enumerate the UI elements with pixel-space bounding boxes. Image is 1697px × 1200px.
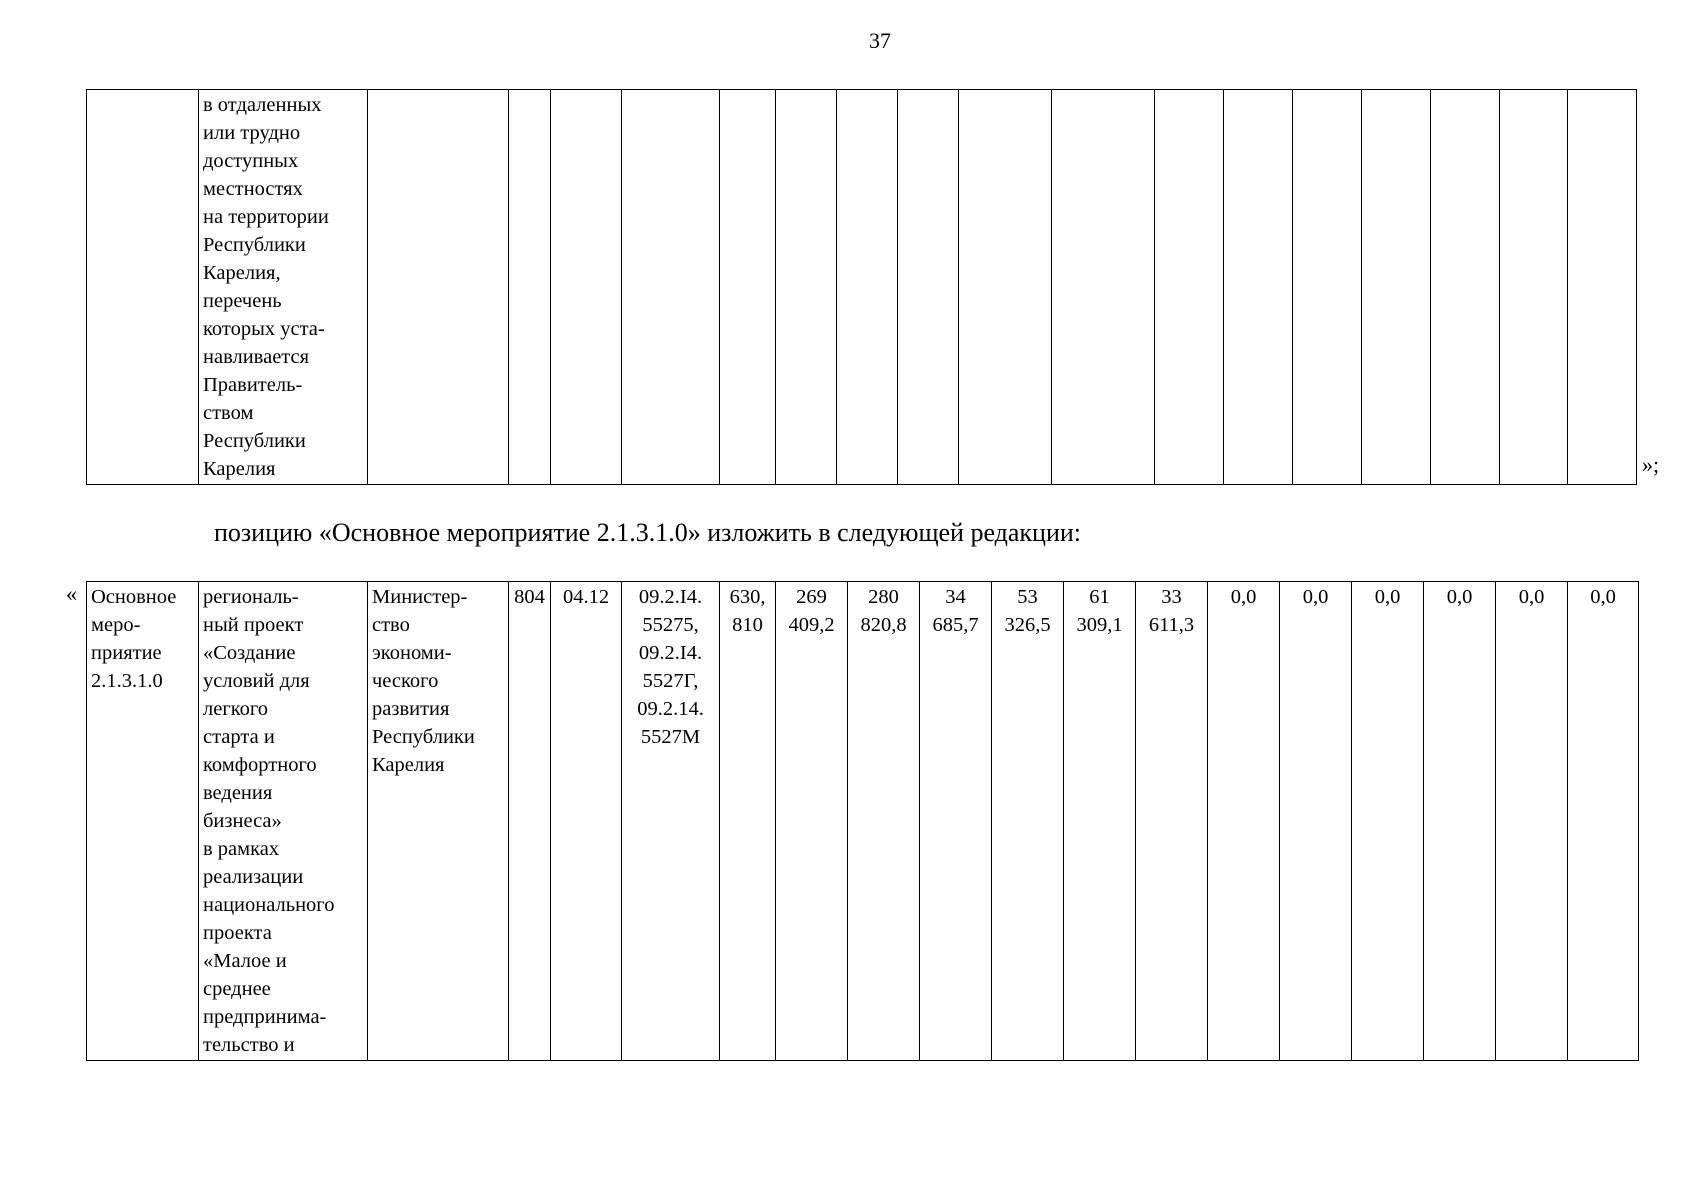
description-line: Карелия, — [203, 262, 281, 284]
description-line: перечень — [203, 290, 282, 312]
zero-cell: 0,0 — [1424, 582, 1496, 1061]
name-line: региональ- — [203, 586, 299, 608]
vr-cell — [720, 582, 776, 1061]
value-line: 53 — [1017, 586, 1038, 608]
value-cell — [1293, 90, 1362, 485]
value-line: 280 — [868, 586, 899, 608]
name-line: проекта — [203, 922, 272, 944]
zero-cell: 0,0 — [1208, 582, 1280, 1061]
executor-line: ство — [372, 614, 410, 636]
status-cell — [87, 582, 199, 1061]
name-line: среднее — [203, 978, 271, 1000]
executor-line: Министер- — [372, 586, 468, 608]
value-line: 61 — [1089, 586, 1110, 608]
value-line: 33 — [1161, 586, 1182, 608]
value-cell — [1136, 582, 1208, 1061]
grbs-cell — [509, 90, 551, 485]
value-cell — [848, 582, 920, 1061]
description-line: доступных — [203, 150, 299, 172]
csr-line: 55275, — [642, 614, 699, 636]
name-line: национального — [203, 894, 335, 916]
csr-line: 5527Г, — [642, 670, 699, 692]
value-cell — [1064, 582, 1136, 1061]
executor-line: экономи- — [372, 642, 452, 664]
name-line: тельство и — [203, 1034, 295, 1056]
name-line: ведения — [203, 782, 273, 804]
name-line: «Малое и — [203, 950, 287, 972]
value-line: 34 — [945, 586, 966, 608]
description-line: местностях — [203, 178, 303, 200]
name-line: условий для — [203, 670, 310, 692]
status-line: Основное — [91, 586, 177, 608]
name-line: «Создание — [203, 642, 296, 664]
name-line: бизнеса» — [203, 810, 282, 832]
name-line: предпринима- — [203, 1006, 327, 1028]
value-cell — [776, 582, 848, 1061]
csr-line: 09.2.14. — [637, 698, 704, 720]
csr-cell — [622, 582, 720, 1061]
vr-line: 630, — [729, 586, 766, 608]
page-number: 37 — [869, 28, 891, 53]
value-cell — [1155, 90, 1224, 485]
description-line: Республики — [203, 234, 306, 256]
description-line: Правитель- — [203, 374, 303, 396]
executor-cell — [368, 90, 509, 485]
description-line: которых уста- — [203, 318, 325, 340]
description-cell — [199, 90, 368, 485]
continuation-table — [86, 89, 1637, 485]
vr-line: 810 — [732, 614, 763, 636]
status-line: 2.1.3.1.0 — [91, 670, 163, 692]
value-cell — [776, 90, 837, 485]
rzpr-cell — [551, 90, 622, 485]
table-row — [87, 90, 1637, 485]
value-line: 611,3 — [1148, 614, 1195, 636]
replacement-table — [86, 581, 1639, 1061]
closing-quote: »; — [1642, 452, 1660, 477]
value-line: 269 — [796, 586, 827, 608]
status-line: меро- — [91, 614, 141, 636]
description-line: ством — [203, 402, 254, 424]
name-line: комфортного — [203, 754, 317, 776]
value-line: 309,1 — [1076, 614, 1123, 636]
executor-line: Карелия — [372, 754, 445, 776]
name-line: легкого — [203, 698, 269, 720]
description-line: в отдаленных — [203, 94, 322, 116]
name-line: в рамках — [203, 838, 280, 860]
description-line: на территории — [203, 206, 329, 228]
value-cell — [959, 90, 1052, 485]
value-line: 326,5 — [1004, 614, 1051, 636]
csr-cell — [622, 90, 720, 485]
name-line: реализации — [203, 866, 304, 888]
executor-line: развития — [372, 698, 450, 720]
value-cell — [1568, 90, 1637, 485]
value-cell — [1052, 90, 1155, 485]
opening-quote: « — [66, 581, 77, 606]
zero-cell: 0,0 — [1352, 582, 1424, 1061]
value-cell — [1362, 90, 1431, 485]
executor-line: Республики — [372, 726, 475, 748]
value-line: 409,2 — [788, 614, 835, 636]
vr-cell — [720, 90, 776, 485]
description-line: Карелия — [203, 458, 276, 480]
csr-line: 5527М — [640, 726, 701, 748]
zero-cell: 0,0 — [1280, 582, 1352, 1061]
value-cell — [1500, 90, 1568, 485]
rzpr-cell: 04.12 — [551, 582, 622, 1061]
value-cell — [1224, 90, 1293, 485]
value-cell — [1431, 90, 1500, 485]
value-cell — [920, 582, 992, 1061]
value-cell — [898, 90, 959, 485]
value-line: 685,7 — [932, 614, 979, 636]
name-line: старта и — [203, 726, 275, 748]
csr-line: 09.2.I4. — [638, 642, 703, 664]
zero-cell: 0,0 — [1568, 582, 1639, 1061]
table-row — [87, 582, 1639, 1061]
value-cell — [992, 582, 1064, 1061]
description-line: навливается — [203, 346, 310, 368]
executor-line: ческого — [372, 670, 439, 692]
status-cell — [87, 90, 199, 485]
value-cell — [837, 90, 898, 485]
executor-cell — [368, 582, 509, 1061]
csr-line: 09.2.I4. — [638, 586, 703, 608]
zero-cell: 0,0 — [1496, 582, 1568, 1061]
value-line: 820,8 — [860, 614, 907, 636]
name-cell — [199, 582, 368, 1061]
instruction-text: позицию «Основное мероприятие 2.1.3.1.0» изложить в следующей редакции: — [214, 518, 1082, 547]
description-line: или трудно — [203, 122, 301, 144]
grbs-cell: 804 — [509, 582, 551, 1061]
description-line: Республики — [203, 430, 306, 452]
status-line: приятие — [91, 642, 162, 664]
name-line: ный проект — [203, 614, 304, 636]
